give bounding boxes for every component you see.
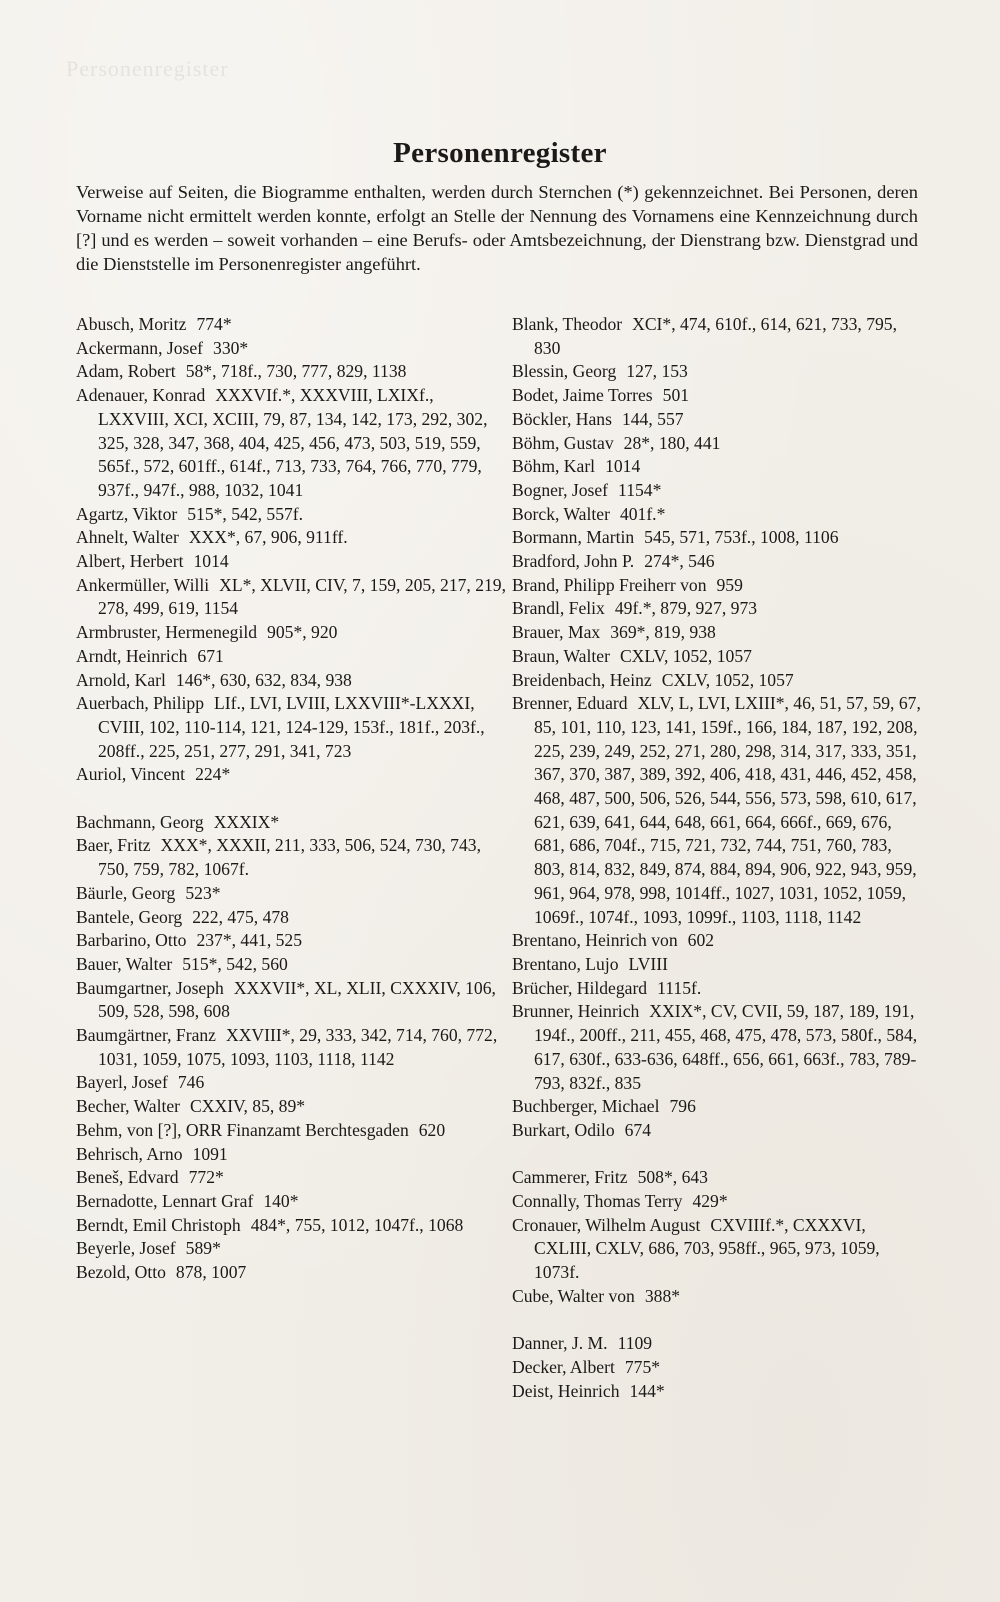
entry-page-refs: 602: [687, 930, 715, 951]
register-entry: [512, 313, 922, 360]
entry-name: Barbarino, Otto: [76, 930, 187, 951]
register-entry: [512, 1214, 922, 1285]
letter-group-gap: [512, 1309, 922, 1333]
register-entry: [512, 1095, 922, 1119]
entry-name: Baumgartner, Joseph: [76, 977, 224, 998]
entry-name: Bernadotte, Lennart Graf: [76, 1191, 254, 1211]
entry-name: Bachmann, Georg: [76, 811, 204, 832]
entry-name: Deist, Heinrich: [512, 1380, 620, 1401]
register-entry: [76, 645, 506, 669]
entry-page-refs: 671: [197, 645, 224, 666]
entry-name: Cronauer, Wilhelm August: [512, 1214, 701, 1235]
entry-name: Baumgärtner, Franz: [76, 1025, 216, 1046]
register-entry: [512, 455, 922, 479]
entry-name: Danner, J. M.: [512, 1333, 608, 1354]
entry-page-refs: 140*: [263, 1191, 299, 1211]
entry-page-refs: 1014: [605, 456, 641, 477]
entry-page-refs: 274*, 546: [644, 551, 715, 572]
entry-page-refs: 545, 571, 753f., 1008, 1106: [644, 527, 839, 548]
register-entry: [512, 1166, 922, 1190]
page-title: Personenregister: [393, 137, 607, 170]
register-entry: [512, 503, 922, 527]
entry-name: Böhm, Gustav: [512, 432, 614, 453]
entry-page-refs: 484*, 755, 1012, 1047f., 1068: [250, 1214, 464, 1235]
entry-name: Berndt, Emil Christoph: [76, 1214, 241, 1235]
register-entry: [512, 1190, 922, 1214]
entry-name: Brentano, Heinrich von: [512, 930, 678, 951]
entry-page-refs: LVIII: [628, 953, 668, 974]
entry-page-refs: CXVIIIf.*, CXXXVI, CXLIII, CXLV, 686, 703, 958ff., 965, 973, 1059, 1073f.: [534, 1214, 880, 1283]
entry-page-refs: 775*: [624, 1356, 661, 1377]
register-entry: [76, 929, 506, 953]
entry-page-refs: 746: [177, 1072, 205, 1093]
register-entry: [512, 526, 922, 550]
entry-name: Breidenbach, Heinz: [512, 669, 652, 690]
entry-page-refs: CXLV, 1052, 1057: [661, 669, 794, 690]
register-entry: [76, 1119, 506, 1143]
entry-page-refs: XXXIX*: [213, 811, 280, 832]
entry-page-refs: 515*, 542, 560: [182, 953, 288, 974]
entry-name: Decker, Albert: [512, 1356, 615, 1377]
register-entry: [76, 526, 506, 550]
entry-name: Brand, Philipp Freiherr von: [512, 574, 707, 595]
register-entry: [512, 1356, 922, 1380]
entry-name: Cammerer, Fritz: [512, 1167, 628, 1188]
entry-page-refs: 144, 557: [621, 408, 684, 429]
entry-name: Auerbach, Philipp: [76, 693, 205, 714]
entry-name: Burkart, Odilo: [512, 1119, 615, 1140]
entry-name: Bantele, Georg: [76, 906, 183, 927]
entry-name: Bäurle, Georg: [76, 882, 176, 903]
entry-page-refs: 330*: [213, 337, 249, 358]
entry-page-refs: 1109: [617, 1333, 653, 1354]
entry-page-refs: XXX*, 67, 906, 911ff.: [188, 527, 348, 548]
entry-name: Auriol, Vincent: [76, 764, 186, 785]
register-entry: [76, 953, 506, 977]
register-entry: [512, 479, 922, 503]
entry-name: Ahnelt, Walter: [76, 527, 179, 548]
entry-name: Arnold, Karl: [76, 669, 166, 690]
entry-name: Borck, Walter: [512, 503, 610, 524]
entry-page-refs: LIf., LVI, LVIII, LXXVIII*-LXXXI, CVIII, 102, 110-114, 121, 124-129, 153f., 181f., 203f., 208ff., 225, 251, 277, 291, 341, 723: [98, 693, 485, 761]
register-entry: [512, 408, 922, 432]
entry-name: Bormann, Martin: [512, 527, 635, 548]
entry-page-refs: XXIX*, CV, CVII, 59, 187, 189, 191, 194f., 200ff., 211, 455, 468, 475, 478, 573, 580f., 584, 617, 630f., 633-636, 648ff., 656, 661, 663f., 783, 789-793, 832f., 835: [534, 1001, 918, 1093]
register-entry: [76, 313, 506, 337]
entry-name: Behrisch, Arno: [76, 1143, 183, 1164]
entry-page-refs: 772*: [188, 1167, 224, 1188]
entry-name: Agartz, Viktor: [76, 503, 178, 524]
entry-page-refs: 674: [624, 1119, 652, 1140]
entry-name: Connally, Thomas Terry: [512, 1191, 683, 1211]
entry-page-refs: 620: [418, 1119, 446, 1140]
register-entry: [76, 574, 506, 621]
register-entry: [76, 1095, 506, 1119]
entry-page-refs: CXLV, 1052, 1057: [619, 645, 752, 666]
entry-name: Bauer, Walter: [76, 953, 173, 974]
register-entry: [76, 621, 506, 645]
entry-page-refs: CXXIV, 85, 89*: [190, 1096, 306, 1117]
entry-page-refs: XXX*, XXXII, 211, 333, 506, 524, 730, 743, 750, 759, 782, 1067f.: [98, 835, 481, 880]
entry-page-refs: 222, 475, 478: [192, 906, 289, 927]
intro-paragraph: [76, 180, 918, 276]
register-entry: [76, 1261, 506, 1285]
entry-page-refs: 515*, 542, 557f.: [187, 503, 304, 524]
entry-page-refs: 501: [662, 385, 690, 406]
entry-page-refs: 905*, 920: [267, 622, 338, 643]
entry-page-refs: XL*, XLVII, CIV, 7, 159, 205, 217, 219, 278, 499, 619, 1154: [98, 574, 507, 619]
entry-page-refs: 127, 153: [626, 361, 688, 382]
register-entry: [76, 763, 506, 787]
entry-page-refs: 508*, 643: [637, 1167, 708, 1188]
register-entry: [76, 882, 506, 906]
entry-name: Abusch, Moritz: [76, 314, 187, 334]
entry-name: Beneš, Edvard: [76, 1167, 179, 1188]
register-entry: [76, 1190, 506, 1214]
entry-name: Brentano, Lujo: [512, 953, 619, 974]
register-entry: [76, 1237, 506, 1261]
entry-page-refs: 774*: [196, 314, 232, 334]
entry-page-refs: 1115f.: [657, 977, 702, 998]
register-entry: [512, 669, 922, 693]
entry-page-refs: XXVIII*, 29, 333, 342, 714, 760, 772, 1031, 1059, 1075, 1093, 1103, 1118, 1142: [98, 1025, 498, 1069]
entry-page-refs: XCI*, 474, 610f., 614, 621, 733, 795, 830: [534, 314, 897, 358]
register-entry: [512, 953, 922, 977]
register-entry: [76, 337, 506, 361]
register-entry: [76, 1024, 506, 1071]
register-entry: [512, 432, 922, 456]
register-entry: [512, 692, 922, 929]
letter-group-gap: [76, 787, 506, 811]
register-entry: [512, 550, 922, 574]
entry-page-refs: 878, 1007: [175, 1262, 247, 1283]
register-column-right: [512, 313, 922, 1403]
register-entry: [76, 503, 506, 527]
register-entry: [76, 811, 506, 835]
entry-page-refs: 796: [669, 1096, 696, 1117]
entry-name: Ackermann, Josef: [76, 337, 204, 358]
entry-name: Blessin, Georg: [512, 361, 617, 382]
entry-name: Cube, Walter von: [512, 1285, 635, 1306]
register-entry: [76, 1143, 506, 1167]
register-entry: [76, 906, 506, 930]
entry-page-refs: 589*: [185, 1238, 221, 1259]
entry-page-refs: 58*, 718f., 730, 777, 829, 1138: [185, 361, 407, 382]
entry-name: Armbruster, Hermenegild: [76, 622, 258, 643]
entry-page-refs: 144*: [629, 1380, 665, 1401]
letter-group-gap: [512, 1143, 922, 1167]
entry-page-refs: 28*, 180, 441: [623, 432, 721, 453]
register-entry: [512, 977, 922, 1001]
register-entry: [512, 1332, 922, 1356]
register-entry: [512, 360, 922, 384]
intro-text: Verweise auf Seiten, die Biogramme enthalten, werden durch Sternchen (*) gekennzeichnet. Bei Personen, deren Vorname nicht ermittelt werden konnte, erfolgt an Stelle der Nennung des Vornamens eine Kennzeichnung durch [?] und es werden – soweit vorhanden – eine Berufs- oder Amtsbezeichnung, der Dienstrang bzw. Dienstgrad und die Dienststelle im Personenregister angeführt.: [76, 182, 918, 274]
entry-page-refs: XLV, L, LVI, LXIII*, 46, 51, 57, 59, 67, 85, 101, 110, 123, 141, 159f., 166, 184, 187, 192, 208, 225, 239, 249, 252, 271, 280, 298, 314, 317, 333, 351, 367, 370, 387, 389, 392, 406, 418, 431, 446, 452, 458, 468, 487, 500, 506, 526, 544, 556, 573, 598, 610, 617, 621, 639, 641, 644, 648, 661, 664, 666f., 669, 676, 681, 686, 704f., 715, 721, 732, 744, 751, 760, 783, 803, 814, 832, 849, 874, 884, 894, 906, 922, 943, 959, 961, 964, 978, 998, 1014ff., 1027, 1031, 1052, 1059, 1069f., 1074f., 1093, 1099f., 1103, 1118, 1142: [534, 693, 921, 927]
entry-page-refs: 388*: [644, 1285, 681, 1306]
register-entry: [76, 977, 506, 1024]
register-entry: [512, 1285, 922, 1309]
register-entry: [512, 574, 922, 598]
register-entry: [76, 669, 506, 693]
entry-name: Braun, Walter: [512, 645, 610, 666]
entry-name: Ankermüller, Willi: [76, 574, 210, 595]
entry-name: Brauer, Max: [512, 622, 601, 643]
register-entry: [512, 384, 922, 408]
register-entry: [512, 1380, 922, 1404]
register-entry: [76, 1071, 506, 1095]
entry-page-refs: 523*: [185, 882, 221, 903]
register-entry: [76, 1214, 506, 1238]
entry-name: Arndt, Heinrich: [76, 645, 188, 666]
entry-name: Bayerl, Josef: [76, 1072, 168, 1093]
entry-name: Brunner, Heinrich: [512, 1001, 640, 1022]
entry-name: Böhm, Karl: [512, 456, 596, 477]
entry-name: Baer, Fritz: [76, 835, 151, 856]
entry-name: Adam, Robert: [76, 361, 176, 382]
entry-page-refs: 1014: [193, 551, 229, 572]
entry-page-refs: 237*, 441, 525: [196, 930, 302, 951]
entry-name: Beyerle, Josef: [76, 1238, 176, 1259]
entry-name: Blank, Theodor: [512, 314, 623, 334]
entry-name: Adenauer, Konrad: [76, 385, 206, 406]
register-entry: [76, 692, 506, 763]
entry-name: Bradford, John P.: [512, 551, 635, 572]
entry-page-refs: 401f.*: [619, 503, 666, 524]
register-entry: [76, 360, 506, 384]
register-entry: [512, 597, 922, 621]
bleed-through-header: Personenregister: [66, 56, 229, 81]
entry-page-refs: 49f.*, 879, 927, 973: [614, 598, 758, 619]
entry-page-refs: 959: [716, 574, 743, 595]
entry-page-refs: XXXVIf.*, XXXVIII, LXIXf., LXXVIII, XCI, XCIII, 79, 87, 134, 142, 173, 292, 302, 325, 328, 347, 368, 404, 425, 456, 473, 503, 519, 559, 565f., 572, 601ff., 614f., 713, 733, 764, 766, 770, 779, 937f., 947f., 988, 1032, 1041: [98, 385, 488, 500]
register-entry: [512, 621, 922, 645]
entry-name: Buchberger, Michael: [512, 1096, 660, 1117]
entry-page-refs: 1091: [192, 1143, 228, 1164]
register-entry: [512, 929, 922, 953]
entry-page-refs: 224*: [195, 764, 231, 785]
register-entry: [76, 1166, 506, 1190]
register-entry: [76, 384, 506, 503]
entry-page-refs: 429*: [692, 1191, 728, 1211]
entry-page-refs: 369*, 819, 938: [610, 622, 716, 643]
entry-name: Böckler, Hans: [512, 408, 612, 429]
entry-page-refs: 146*, 630, 632, 834, 938: [175, 669, 352, 690]
entry-name: Becher, Walter: [76, 1096, 181, 1117]
entry-name: Behm, von [?], ORR Finanzamt Berchtesgaden: [76, 1119, 409, 1140]
entry-name: Brenner, Eduard: [512, 693, 628, 714]
register-entry: [512, 645, 922, 669]
entry-page-refs: 1154*: [618, 479, 662, 500]
register-entry: [512, 1000, 922, 1095]
register-entry: [512, 1119, 922, 1143]
entry-name: Bogner, Josef: [512, 479, 609, 500]
entry-name: Bezold, Otto: [76, 1262, 166, 1283]
entry-page-refs: XXXVII*, XL, XLII, CXXXIV, 106, 509, 528, 598, 608: [98, 977, 496, 1022]
register-column-left: [76, 313, 506, 1285]
register-entry: [76, 550, 506, 574]
register-entry: [76, 834, 506, 881]
entry-name: Albert, Herbert: [76, 551, 184, 572]
entry-name: Brücher, Hildegard: [512, 977, 648, 998]
entry-name: Brandl, Felix: [512, 598, 605, 619]
entry-name: Bodet, Jaime Torres: [512, 385, 653, 406]
